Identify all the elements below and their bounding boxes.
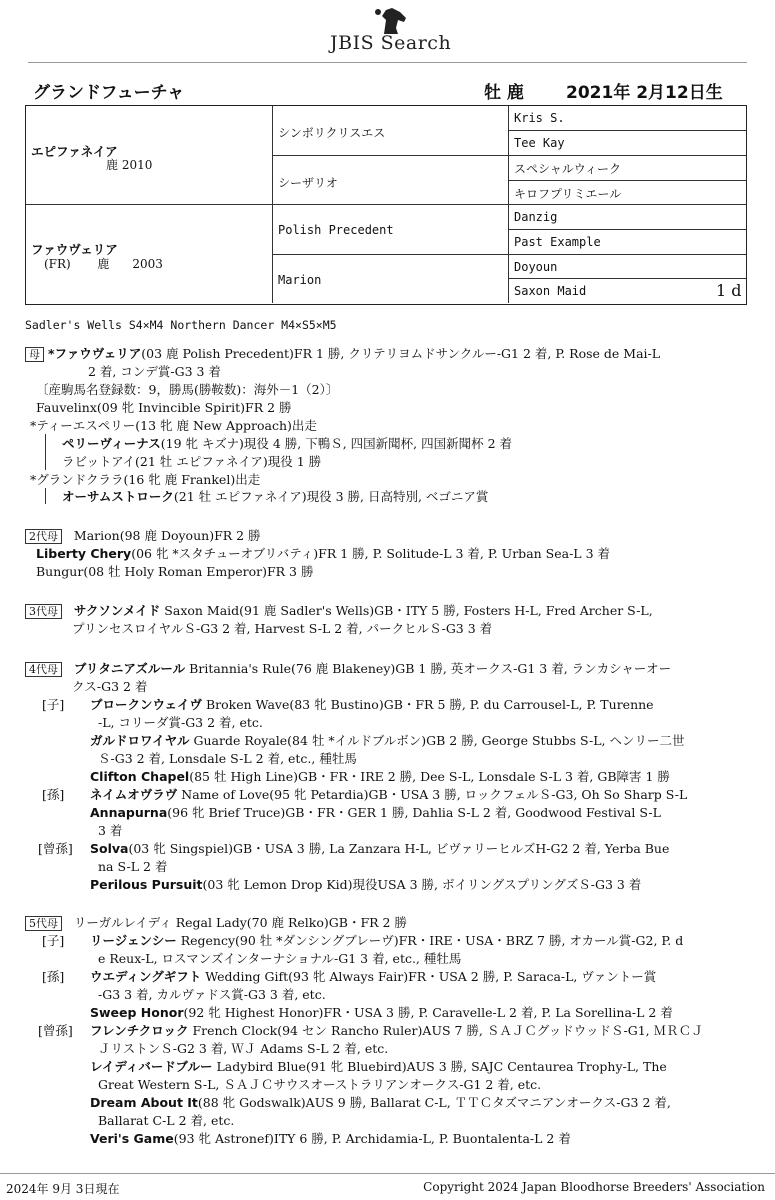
family-item-cont: Ｓ-G3 2 着, Lonsdale S-L 2 着, etc., 種牡馬: [98, 751, 357, 766]
family-item-cont: na S-L 2 着: [98, 859, 168, 874]
family-item[interactable]: Clifton Chapel(85 牡 High Line)GB・FR・IRE 2 勝, Dee S-L, Lonsdale S-L 3 着, GB障害 1 勝: [90, 769, 670, 784]
ped-gen3-8[interactable]: Saxon Maid: [514, 284, 587, 298]
family-item[interactable]: [子] リージェンシー Regency(90 牡 *ダンシングブレーヴ)FR・IRE・USA・BRZ 7 勝, オカール賞-G2, P. d: [42, 933, 684, 948]
fifth-dam-tag: 5代母: [25, 916, 62, 931]
ped-gen3-7[interactable]: Doyoun: [514, 260, 558, 274]
family-item-cont: -G3 3 着, カルヴァドス賞-G3 3 着, etc.: [98, 987, 326, 1002]
fourth-dam-record-cont: クス-G3 2 着: [72, 679, 148, 694]
family-item[interactable]: [子] ブロークンウェイヴ Broken Wave(83 牝 Bustino)GB・FR 5 勝, P. du Carrousel-L, P. Turenne: [42, 697, 654, 712]
dam-line: [25, 346, 660, 362]
family-item-cont: e Reux-L, ロスマンズインターナショナル-G1 3 着, etc., 種牡馬: [98, 951, 462, 966]
horse-name: グランドフューチャ: [33, 83, 185, 103]
dam-record-cont: 2 着, コンデ賞-G3 3 着: [88, 364, 221, 379]
family-item[interactable]: ガルドロワイヤル Guarde Royale(84 牡 *イルドブルボン)GB 2 勝, George Stubbs S-L, ヘンリー二世: [90, 733, 685, 748]
family-item[interactable]: Dream About It(88 牝 Godswalk)AUS 9 勝, Ballarat C-L, ＴＴＣタズマニアンオークス-G3 2 着,: [90, 1095, 671, 1110]
horse-birth-date: 2021年 2月12日生: [566, 83, 723, 103]
fourth-dam-tag: 4代母: [25, 662, 62, 677]
family-item-cont: 3 着: [98, 823, 123, 838]
family-item[interactable]: レイディバードブルー Ladybird Blue(91 牝 Bluebird)AUS 3 勝, SAJC Centaurea Trophy-L, The: [90, 1059, 667, 1074]
family-item[interactable]: Bungur(08 牡 Holy Roman Emperor)FR 3 勝: [36, 564, 314, 579]
ped-gen3-5[interactable]: Danzig: [514, 210, 558, 224]
second-dam-tag: 2代母: [25, 529, 62, 544]
footer-divider: [0, 1173, 775, 1174]
progeny-item[interactable]: *ティーエスペリー(13 牝 鹿 New Approach)出走: [30, 418, 317, 433]
progeny-item[interactable]: Fauvelinx(09 牝 Invincible Spirit)FR 2 勝: [36, 400, 292, 415]
jbis-logo[interactable]: [326, 6, 466, 54]
dam-record: (03 鹿 Polish Precedent)FR 1 勝, クリテリヨムドサンクルー-G1 2 着, P. Rose de Mai-L: [141, 346, 661, 361]
ped-gen2-1[interactable]: シンボリクリスエス: [278, 126, 386, 140]
fifth-dam-record[interactable]: リーガルレイディ Regal Lady(70 鹿 Relko)GB・FR 2 勝: [73, 915, 407, 930]
fourth-dam-name[interactable]: ブリタニアズルール: [73, 661, 186, 676]
family-item[interactable]: [曾孫] Solva(03 牝 Singspiel)GB・USA 3 勝, La Zanzara H-L, ビヴァリーヒルズH-G2 2 着, Yerba Bue: [38, 841, 670, 856]
ped-gen3-2[interactable]: Tee Kay: [514, 136, 565, 150]
ped-gen3-1[interactable]: Kris S.: [514, 111, 565, 125]
ped-gen2-2[interactable]: シーザリオ: [278, 176, 338, 190]
second-dam-line: [25, 528, 261, 544]
third-dam-record-cont: プリンセスロイヤルＳ-G3 2 着, Harvest S-L 2 着, パークヒルＳ-G3 3 着: [72, 621, 493, 636]
ped-gen3-3[interactable]: スペシャルウィーク: [514, 162, 622, 176]
family-item[interactable]: [孫] ネイムオヴラヴ Name of Love(95 牝 Petardia)GB・USA 3 勝, ロックフェルＳ-G3, Oh So Sharp S-L: [42, 787, 688, 802]
family-item[interactable]: Perilous Pursuit(03 牝 Lemon Drop Kid)現役USA 3 勝, ボイリングスプリングズＳ-G3 3 着: [90, 877, 642, 892]
family-number: 1 d: [716, 281, 742, 300]
progeny-item[interactable]: *グランドクララ(16 牝 鹿 Frankel)出走: [30, 472, 261, 487]
ped-gen3-6[interactable]: Past Example: [514, 235, 601, 249]
family-item-cont: Great Western S-L, ＳＡＪＣサウスオーストラリアンオークス-G1 2 着, etc.: [98, 1077, 542, 1092]
family-item-cont: ＪリストンＳ-G2 3 着, ＷＪ Adams S-L 2 着, etc.: [98, 1041, 389, 1056]
grandprogeny-item[interactable]: オーサムストローク(21 牡 エピファネイア)現役 3 勝, 日高特別, ベゴニア賞: [62, 489, 489, 504]
dam-name-link[interactable]: *ファウヴェリア: [47, 346, 142, 361]
horse-sex-color: 牡 鹿: [484, 83, 524, 103]
grandprogeny-item[interactable]: ラビットアイ(21 牡 エピファネイア)現役 1 勝: [62, 454, 322, 469]
logo-text: JBIS Search: [330, 32, 452, 54]
dam-name[interactable]: ファウヴェリア: [31, 242, 118, 257]
sire-info: 鹿 2010: [106, 158, 153, 172]
ped-gen3-4[interactable]: キロフプリミエール: [514, 187, 622, 201]
family-item-cont: -L, コリーダ賞-G3 2 着, etc.: [98, 715, 263, 730]
footer-date: 2024年 9月 3日現在: [6, 1182, 120, 1196]
third-dam-tag: 3代母: [25, 604, 62, 619]
inbreeding-info: Sadler's Wells S4×M4 Northern Dancer M4×S5×M5: [25, 318, 337, 332]
fifth-dam-line: [25, 915, 407, 931]
sire-name[interactable]: エピファネイア: [31, 144, 118, 159]
family-item-cont: Ballarat C-L 2 着, etc.: [98, 1113, 235, 1128]
footer-copyright: Copyright 2024 Japan Bloodhorse Breeders' Association: [423, 1180, 765, 1194]
third-dam-name[interactable]: サクソンメイド: [73, 603, 161, 618]
ped-gen2-4[interactable]: Marion: [278, 273, 322, 287]
tree-line: [45, 434, 46, 470]
pedigree-table: [25, 105, 747, 305]
grandprogeny-item[interactable]: ペリーヴィーナス(19 牝 キズナ)現役 4 勝, 下鴨Ｓ, 四国新聞杯, 四国新聞杯 2 着: [62, 436, 513, 451]
family-item[interactable]: Sweep Honor(92 牝 Highest Honor)FR・USA 3 勝, P. Caravelle-L 2 着, P. La Sorellina-L 2 着: [90, 1005, 673, 1020]
family-item[interactable]: Liberty Chery(06 牝 *スタチューオブリバティ)FR 1 勝, P. Solitude-L 3 着, P. Urban Sea-L 3 着: [36, 546, 611, 561]
family-item[interactable]: [曾孫] フレンチクロック French Clock(94 セン Rancho Ruler)AUS 7 勝, ＳＡＪＣグッドウッドＳ-G1, ＭＲＣＪ: [38, 1023, 704, 1038]
third-dam-line: 3代母 サクソンメイド Saxon Maid(91 鹿 Sadler's Wells)GB・ITY 5 勝, Fosters H-L, Fred Archer S-L,: [25, 603, 653, 619]
tree-line: [45, 488, 46, 504]
family-item[interactable]: Veri's Game(93 牝 Astronef)ITY 6 勝, P. Archidamia-L, P. Buontalenta-L 2 着: [90, 1131, 571, 1146]
fourth-dam-line: 4代母 ブリタニアズルール Britannia's Rule(76 鹿 Blakeney)GB 1 勝, 英オークス-G1 3 着, ランカシャーオー: [25, 661, 671, 677]
dam-info: (FR) 鹿 2003: [44, 257, 163, 271]
dam-progeny-summary: 〔産駒馬名登録数：9，勝馬(勝鞍数)：海外－1（2）〕: [36, 382, 339, 397]
ped-gen2-3[interactable]: Polish Precedent: [278, 223, 394, 237]
family-item[interactable]: [孫] ウエディングギフト Wedding Gift(93 牝 Always Fair)FR・USA 2 勝, P. Saraca-L, ヴァントー賞: [42, 969, 657, 984]
header-divider: [28, 62, 747, 63]
second-dam-record[interactable]: Marion(98 鹿 Doyoun)FR 2 勝: [73, 528, 261, 543]
dam-tag: 母: [25, 347, 44, 362]
family-item[interactable]: Annapurna(96 牝 Brief Truce)GB・FR・GER 1 勝, Dahlia S-L 2 着, Goodwood Festival S-L: [90, 805, 661, 820]
